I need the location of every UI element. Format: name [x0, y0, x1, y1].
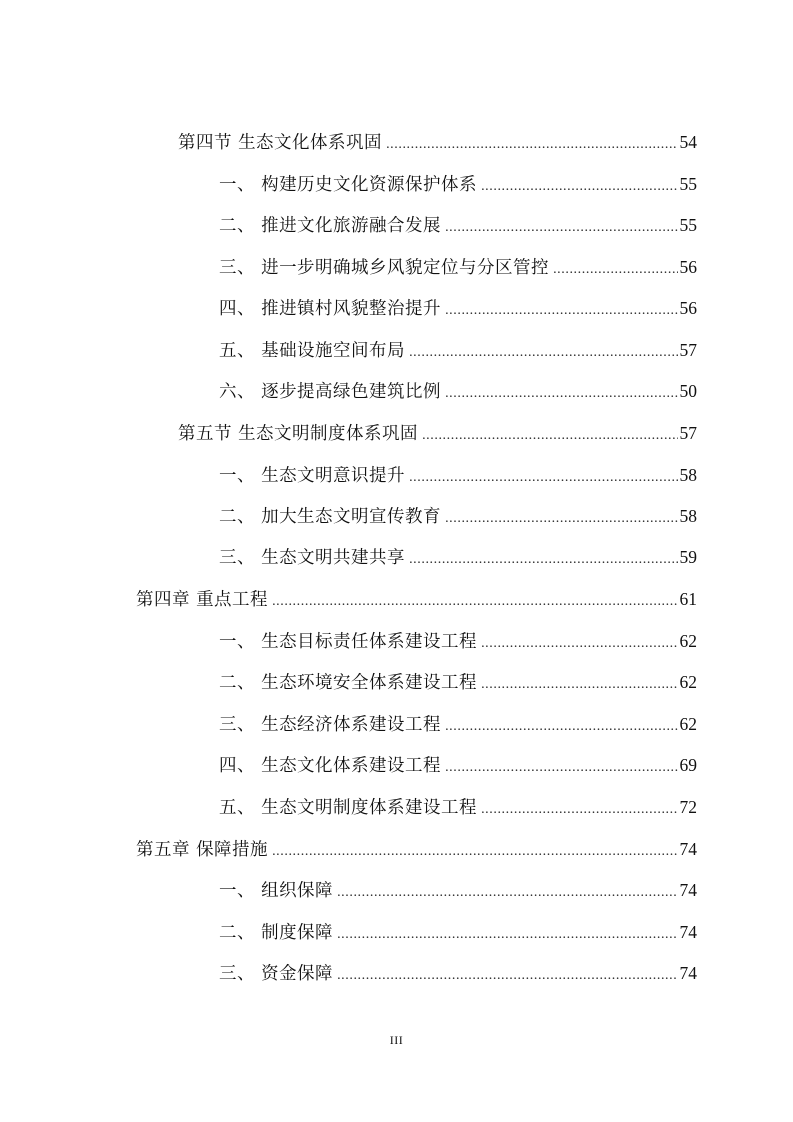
- toc-entry-title: 五、 基础设施空间布局: [219, 341, 406, 361]
- toc-entry-page: 74: [679, 922, 697, 942]
- toc-leader-dots: [386, 130, 677, 160]
- toc-entry-title: 三、 进一步明确城乡风貌定位与分区管控: [219, 258, 550, 278]
- toc-entry-page: 50: [679, 381, 697, 401]
- toc-leader-dots: [445, 712, 677, 742]
- toc-entry-title: 一、 构建历史文化资源保护体系: [219, 175, 478, 195]
- toc-entry-title: 一、 生态文明意识提升: [219, 466, 406, 486]
- toc-leader-dots: [272, 587, 677, 617]
- toc-leader-dots: [337, 961, 677, 991]
- toc-entry-title: 六、 逐步提高绿色建筑比例: [219, 382, 442, 402]
- toc-entry-page: 58: [679, 465, 697, 485]
- toc-entry-page: 62: [679, 631, 697, 651]
- toc-entry-title: 一、 组织保障: [219, 881, 334, 901]
- toc-entry-item[interactable]: [219, 293, 697, 323]
- toc-entry-page: 69: [679, 755, 697, 775]
- toc-leader-dots: [481, 670, 677, 700]
- toc-entry-item[interactable]: [219, 501, 697, 531]
- toc-entry-item[interactable]: [219, 376, 697, 406]
- toc-entry-page: 74: [679, 963, 697, 983]
- toc-leader-dots: [553, 255, 677, 285]
- toc-entry-title: 第五章 保障措施: [136, 840, 269, 860]
- toc-entry-item[interactable]: [219, 917, 697, 947]
- toc-entry-title: 四、 生态文化体系建设工程: [219, 756, 442, 776]
- toc-leader-dots: [481, 629, 677, 659]
- toc-entry-item[interactable]: [219, 792, 697, 822]
- toc-leader-dots: [445, 504, 677, 534]
- toc-leader-dots: [445, 379, 677, 409]
- toc-entry-title: 第四章 重点工程: [136, 590, 269, 610]
- toc-entry-page: 55: [679, 215, 697, 235]
- toc-leader-dots: [422, 421, 677, 451]
- toc-entry-page: 56: [679, 298, 697, 318]
- toc-entry-title: 二、 推进文化旅游融合发展: [219, 216, 442, 236]
- toc-entry-title: 三、 生态经济体系建设工程: [219, 715, 442, 735]
- toc-entry-title: 第五节 生态文明制度体系巩固: [178, 424, 419, 444]
- toc-leader-dots: [337, 920, 677, 950]
- toc-entry-chapter[interactable]: [136, 834, 697, 864]
- toc-entry-title: 一、 生态目标责任体系建设工程: [219, 632, 478, 652]
- toc-leader-dots: [409, 463, 677, 493]
- toc-entry-title: 二、 生态环境安全体系建设工程: [219, 673, 478, 693]
- toc-entry-page: 56: [679, 257, 697, 277]
- toc-entry-item[interactable]: [219, 460, 697, 490]
- toc-entry-title: 二、 加大生态文明宣传教育: [219, 507, 442, 527]
- toc-entry-page: 57: [679, 423, 697, 443]
- toc-entry-item[interactable]: [219, 667, 697, 697]
- toc-entry-page: 58: [679, 506, 697, 526]
- toc-entry-item[interactable]: [219, 709, 697, 739]
- toc-entry-title: 第四节 生态文化体系巩固: [178, 133, 383, 153]
- toc-entry-item[interactable]: [219, 169, 697, 199]
- toc-leader-dots: [445, 296, 677, 326]
- toc-leader-dots: [337, 878, 677, 908]
- toc-entry-item[interactable]: [219, 750, 697, 780]
- toc-entry-section[interactable]: [178, 127, 697, 157]
- toc-entry-item[interactable]: [219, 335, 697, 365]
- toc-entry-page: 61: [679, 589, 697, 609]
- toc-leader-dots: [409, 545, 677, 575]
- toc-entry-item[interactable]: [219, 626, 697, 656]
- toc-leader-dots: [272, 837, 677, 867]
- toc-entry-item[interactable]: [219, 252, 697, 282]
- toc-leader-dots: [445, 753, 677, 783]
- toc-leader-dots: [409, 338, 677, 368]
- toc-entry-page: 59: [679, 547, 697, 567]
- toc-entry-title: 四、 推进镇村风貌整治提升: [219, 299, 442, 319]
- toc-entry-item[interactable]: [219, 210, 697, 240]
- toc-entry-title: 二、 制度保障: [219, 923, 334, 943]
- toc-entry-page: 62: [679, 714, 697, 734]
- toc-entry-title: 五、 生态文明制度体系建设工程: [219, 798, 478, 818]
- toc-entry-item[interactable]: [219, 875, 697, 905]
- toc-entry-chapter[interactable]: [136, 584, 697, 614]
- toc-entry-page: 54: [679, 132, 697, 152]
- toc-entry-page: 62: [679, 672, 697, 692]
- toc-entry-title: 三、 资金保障: [219, 964, 334, 984]
- toc-entry-page: 57: [679, 340, 697, 360]
- toc-entry-item[interactable]: [219, 958, 697, 988]
- toc-leader-dots: [481, 795, 677, 825]
- toc-entry-section[interactable]: [178, 418, 697, 448]
- toc-entry-title: 三、 生态文明共建共享: [219, 548, 406, 568]
- toc-entry-page: 55: [679, 174, 697, 194]
- toc-leader-dots: [481, 172, 677, 202]
- toc-leader-dots: [445, 213, 677, 243]
- toc-entry-page: 74: [679, 880, 697, 900]
- toc-entry-page: 74: [679, 839, 697, 859]
- toc-entry-page: 72: [679, 797, 697, 817]
- page-number: III: [389, 1033, 404, 1047]
- toc-entry-item[interactable]: [219, 542, 697, 572]
